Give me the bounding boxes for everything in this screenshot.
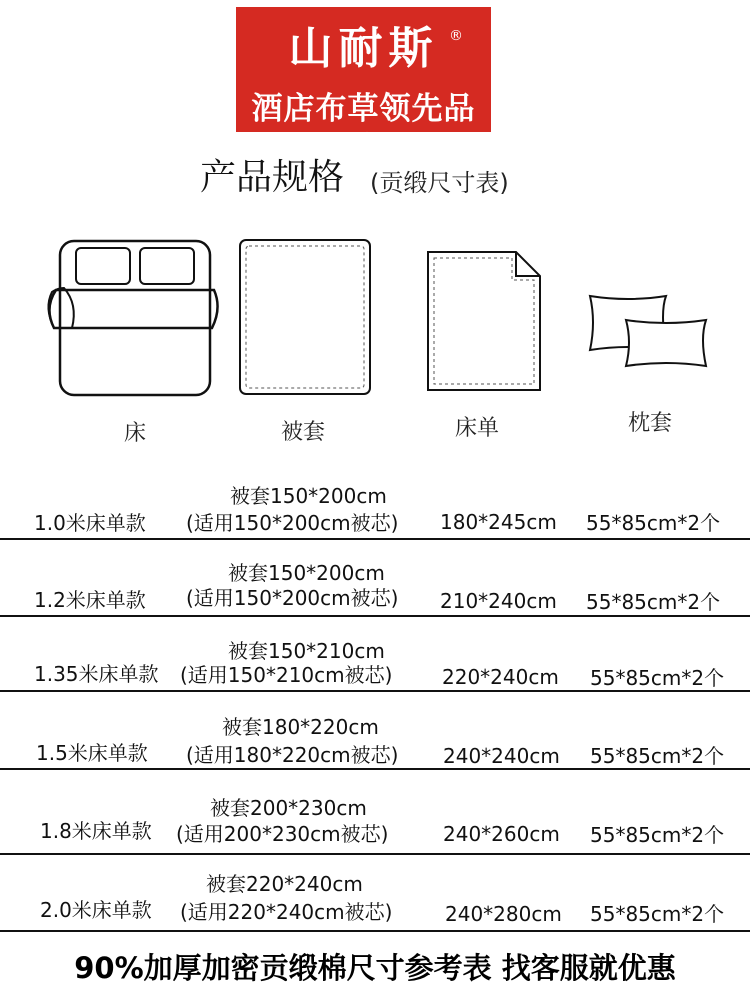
row-divider: [0, 690, 750, 692]
duvet-size: 被套150*200cm: [228, 561, 385, 585]
bed-size: 1.8米床单款: [40, 819, 152, 843]
duvet-size: 被套150*200cm: [230, 484, 387, 508]
sheet-size: 210*240cm: [440, 589, 557, 613]
row-divider: [0, 615, 750, 617]
sheet-size: 240*240cm: [443, 744, 560, 768]
duvet-cover-label: 被套: [281, 420, 326, 445]
bed-size: 2.0米床单款: [40, 898, 152, 922]
bed-icon: [42, 238, 224, 398]
duvet-cover-icon: [238, 238, 372, 396]
duvet-fit: (适用220*240cm被芯): [180, 900, 393, 924]
row-divider: [0, 768, 750, 770]
bed-size: 1.35米床单款: [34, 662, 159, 686]
duvet-fit: (适用180*220cm被芯): [186, 743, 399, 767]
duvet-size: 被套220*240cm: [206, 872, 363, 896]
bed-sheet-label: 床单: [455, 416, 500, 441]
duvet-size: 被套200*230cm: [210, 796, 367, 820]
pillow-size: 55*85cm*2个: [590, 744, 725, 768]
sheet-size: 180*245cm: [440, 510, 557, 534]
duvet-fit: (适用200*230cm被芯): [176, 822, 389, 846]
sheet-size: 220*240cm: [442, 665, 559, 689]
bed-label: 床: [124, 421, 147, 446]
duvet-fit: (适用150*200cm被芯): [186, 511, 399, 535]
brand-slogan: 酒店布草领先品牌: [251, 91, 476, 167]
row-divider: [0, 538, 750, 540]
bed-sheet-icon: [426, 250, 542, 392]
row-divider: [0, 853, 750, 855]
pillow-size: 55*85cm*2个: [590, 902, 725, 926]
duvet-fit: (适用150*210cm被芯): [180, 663, 393, 687]
footer-note: 90%加厚加密贡缎棉尺寸参考表 找客服就优惠: [74, 951, 676, 985]
page-title: 产品规格: [200, 157, 345, 198]
pillow-size: 55*85cm*2个: [590, 823, 725, 847]
duvet-size: 被套150*210cm: [228, 639, 385, 663]
brand-name: 山耐斯: [288, 23, 439, 74]
duvet-size: 被套180*220cm: [222, 715, 379, 739]
sheet-size: 240*280cm: [445, 902, 562, 926]
bed-size: 1.2米床单款: [34, 588, 146, 612]
brand-logo: [236, 7, 491, 167]
bed-size: 1.0米床单款: [34, 511, 146, 535]
page-subtitle: (贡缎尺寸表): [370, 169, 509, 197]
pillowcase-icon: [586, 292, 712, 368]
sheet-size: 240*260cm: [443, 822, 560, 846]
pillow-size: 55*85cm*2个: [586, 590, 721, 614]
registered-mark: ®: [449, 28, 463, 44]
pillow-size: 55*85cm*2个: [590, 666, 725, 690]
pillow-size: 55*85cm*2个: [586, 511, 721, 535]
duvet-fit: (适用150*200cm被芯): [186, 586, 399, 610]
bed-size: 1.5米床单款: [36, 741, 148, 765]
row-divider: [0, 930, 750, 932]
pillowcase-label: 枕套: [628, 411, 673, 436]
